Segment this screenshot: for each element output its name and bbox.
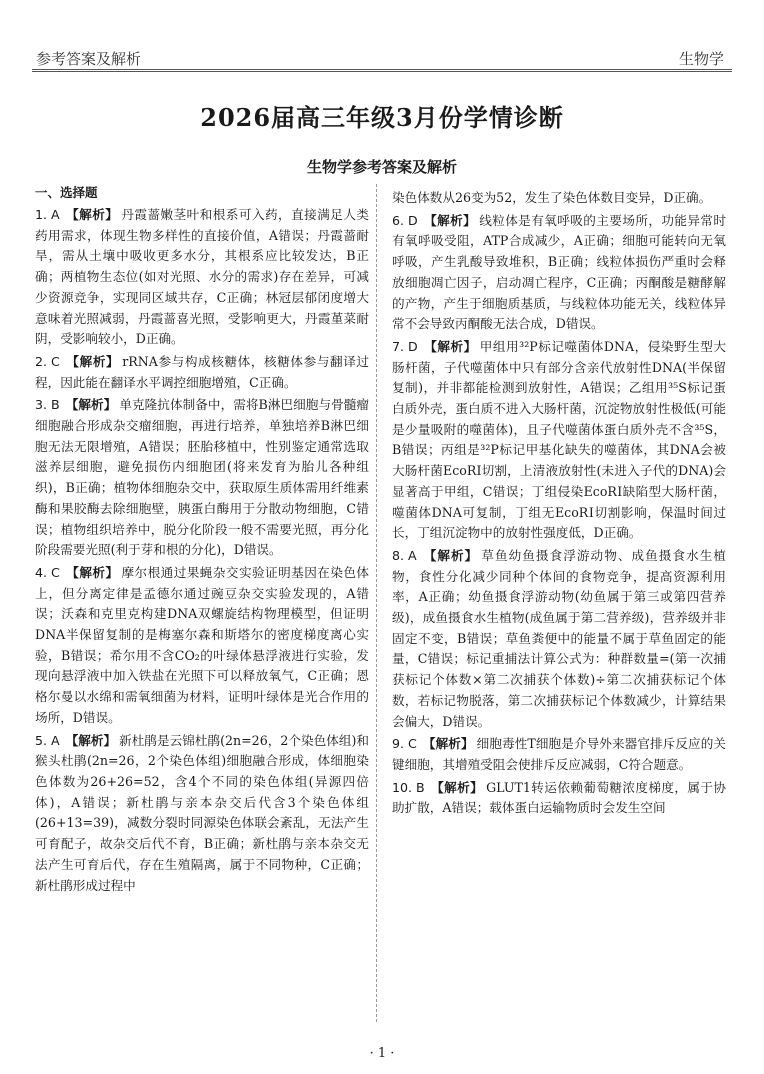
answer-choice: D bbox=[408, 212, 418, 228]
question-number: 8. bbox=[392, 547, 405, 563]
answer-text: 新杜鹃是云锦杜鹃(2n=26，2个染色体组)和猴头杜鹃(2n=26，2个染色体组)细胞融合形成，体细胞染色体数为26+26=52，含4个不同的染色体组(异源四倍体)，A错误；新杜鹃与亲本杂交后代含3个染色体组(26+13=39)，减数分裂时同源染色体联会紊乱，无法产生可育配子，故杂交后代不育，B正确；新杜鹃与亲本杂交无法产生可育后代，存在生殖隔离，属于不同物种，C正确；新杜鹃形成过程中 bbox=[35, 732, 369, 893]
answer-item bbox=[35, 205, 369, 350]
answer-choice: D bbox=[408, 338, 418, 354]
analysis-tag: 【解析】 bbox=[423, 338, 477, 354]
analysis-tag: 【解析】 bbox=[65, 397, 117, 413]
question-number: 5. bbox=[35, 732, 48, 748]
analysis-tag: 【解析】 bbox=[430, 779, 484, 795]
answer-text: 草鱼幼鱼摄食浮游动物、成鱼摄食水生植物，食性分化减少同种个体间的食物竞争，提高资源利用率，A正确；幼鱼摄食浮游动物(幼鱼属于第三或第四营养级)，成鱼摄食水生植物(成鱼属于第二营养级)，营养级并非固定不变，B错误；草鱼粪便中的能量不属于草鱼固定的能量，C错误；标记重捕法计算公式为：种群数量=(第一次捕获标记个体数×第二次捕获个体数)÷第二次捕获标记个体数，若标记物脱落，第二次捕获标记个体数减少，计算结果会偏大，D错误。 bbox=[392, 547, 726, 729]
answer-text: 甲组用³²P标记噬菌体DNA，侵染野生型大肠杆菌，子代噬菌体中只有部分含亲代放射性DNA(半保留复制)，并非都能检测到放射性，A错误；乙组用³⁵S标记蛋白质外壳，蛋白质不进入大肠杆菌，沉淀物放射性极低(可能是少量吸附的噬菌体)，且子代噬菌体蛋白质外壳不含³⁵S，B错误；丙组是³²P标记甲基化缺失的噬菌体，其DNA会被大肠杆菌EcoRⅠ切割，上清液放射性(未进入子代的DNA)会显著高于甲组，C错误；丁组侵染EcoRⅠ缺陷型大肠杆菌，噬菌体DNA可复制，丁组无EcoRⅠ切割影响，保温时间过长，丁组沉淀物中的放射性强度低，D正确。 bbox=[392, 338, 726, 541]
analysis-tag: 【解析】 bbox=[65, 207, 119, 222]
answer-item bbox=[392, 734, 726, 775]
answer-item bbox=[392, 546, 726, 732]
analysis-tag: 【解析】 bbox=[65, 732, 117, 748]
answer-item bbox=[35, 395, 369, 561]
right-column bbox=[392, 188, 726, 1028]
answer-choice: A bbox=[408, 547, 417, 563]
answer-item bbox=[35, 731, 369, 897]
left-column bbox=[35, 183, 369, 1023]
answer-text: 丹霞蔷嫩茎叶和根系可入药，直接满足人类药用需求，体现生物多样性的直接价值，A错误；丹霞蔷耐旱，需从土壤中吸收更多水分，其根系应比较发达，B正确；两植物生态位(如对光照、水分的需求)存在差异，可减少资源竞争，实现同区域共存，C正确；林冠层郁闭度增大意味着光照减弱，丹霞蔷喜光照，受影响更大，丹霞堇菜耐阴，受影响较小，D正确。 bbox=[35, 207, 369, 347]
header-left-label: 参考答案及解析 bbox=[36, 50, 142, 68]
analysis-tag: 【解析】 bbox=[423, 212, 477, 228]
answer-text: 染色体数从26变为52，发生了染色体数目变异，D正确。 bbox=[392, 190, 712, 205]
answer-choice: C bbox=[51, 353, 60, 369]
column-divider bbox=[376, 184, 377, 1022]
answer-text: GLUT1转运依赖葡萄糖浓度梯度，属于协助扩散，A错误；载体蛋白运输物质时会发生空间 bbox=[392, 779, 726, 816]
answer-item bbox=[35, 352, 369, 393]
answer-choice: A bbox=[51, 732, 60, 748]
page-number: · 1 · bbox=[369, 1046, 395, 1061]
answer-choice: A bbox=[51, 207, 60, 222]
section-heading: 一、选择题 bbox=[35, 185, 98, 200]
question-number: 6. bbox=[392, 212, 405, 228]
question-number: 10. bbox=[392, 779, 413, 795]
answer-text: 单克隆抗体制备中，需将B淋巴细胞与骨髓瘤细胞融合形成杂交瘤细胞，再进行培养，单独培养B淋巴细胞无法无限增殖，A错误；胚胎移植中，性别鉴定通常选取滋养层细胞，避免损伤内细胞团(将来发育为胎儿各种组织)，B正确；植物体细胞杂交中，获取原生质体需用纤维素酶和果胶酶去除细胞壁，胰蛋白酶用于分散动物细胞，C错误；植物组织培养中，脱分化阶段一般不需要光照，再分化阶段需要光照(利于芽和根的分化)，D错误。 bbox=[35, 397, 369, 558]
question-number: 7. bbox=[392, 338, 405, 354]
question-number: 3. bbox=[35, 397, 48, 413]
answer-text: rRNA参与构成核糖体，核糖体参与翻译过程，因此能在翻译水平调控细胞增殖，C正确。 bbox=[35, 353, 369, 390]
answer-choice: C bbox=[51, 564, 60, 580]
answer-text: 线粒体是有氧呼吸的主要场所，功能异常时有氧呼吸受阻，ATP合成减少，A正确；细胞可能转向无氧呼吸，产生乳酸导致堆积，B正确；线粒体损伤严重时会释放细胞凋亡因子，启动凋亡程序，C正确；丙酮酸是糖酵解的产物，产生于细胞质基质，与线粒体功能无关，线粒体异常不会导致丙酮酸无法合成，D错误。 bbox=[392, 212, 726, 332]
question-number: 1. bbox=[35, 207, 48, 222]
header-subject-label: 生物学 bbox=[678, 50, 724, 68]
answer-choice: B bbox=[51, 397, 60, 413]
analysis-tag: 【解析】 bbox=[65, 353, 120, 369]
analysis-tag: 【解析】 bbox=[65, 564, 119, 580]
answer-item bbox=[392, 211, 726, 335]
question-number: 9. bbox=[392, 736, 405, 752]
answer-item bbox=[35, 563, 369, 729]
header-rule bbox=[32, 69, 732, 72]
page-header bbox=[32, 44, 732, 70]
page-title: 2026届高三年级3月份学情诊断 bbox=[200, 103, 564, 132]
answer-continuation bbox=[392, 188, 726, 209]
question-number: 4. bbox=[35, 564, 48, 580]
answer-item bbox=[392, 778, 726, 819]
answer-text: 摩尔根通过果蝇杂交实验证明基因在染色体上，但分离定律是孟德尔通过豌豆杂交实验发现的，A错误；沃森和克里克构建DNA双螺旋结构物理模型，但证明DNA半保留复制的是梅塞尔森和斯塔尔的密度梯度离心实验，B错误；希尔用不含CO₂的叶绿体悬浮液进行实验，发现向悬浮液中加入铁盐在光照下可以释放氧气，C正确；恩格尔曼以水绵和需氧细菌为材料，证明叶绿体是光合作用的场所，D错误。 bbox=[35, 564, 369, 725]
analysis-tag: 【解析】 bbox=[422, 547, 479, 563]
page-subtitle: 生物学参考答案及解析 bbox=[306, 158, 457, 176]
answer-text: 细胞毒性T细胞是介导外来器官排斥反应的关键细胞，其增殖受阻会使排斥反应减弱，C符合题意。 bbox=[392, 736, 726, 772]
answer-item bbox=[392, 337, 726, 544]
analysis-tag: 【解析】 bbox=[422, 736, 474, 752]
answer-choice: C bbox=[408, 736, 417, 752]
answer-choice: B bbox=[416, 779, 425, 795]
question-number: 2. bbox=[35, 353, 48, 369]
